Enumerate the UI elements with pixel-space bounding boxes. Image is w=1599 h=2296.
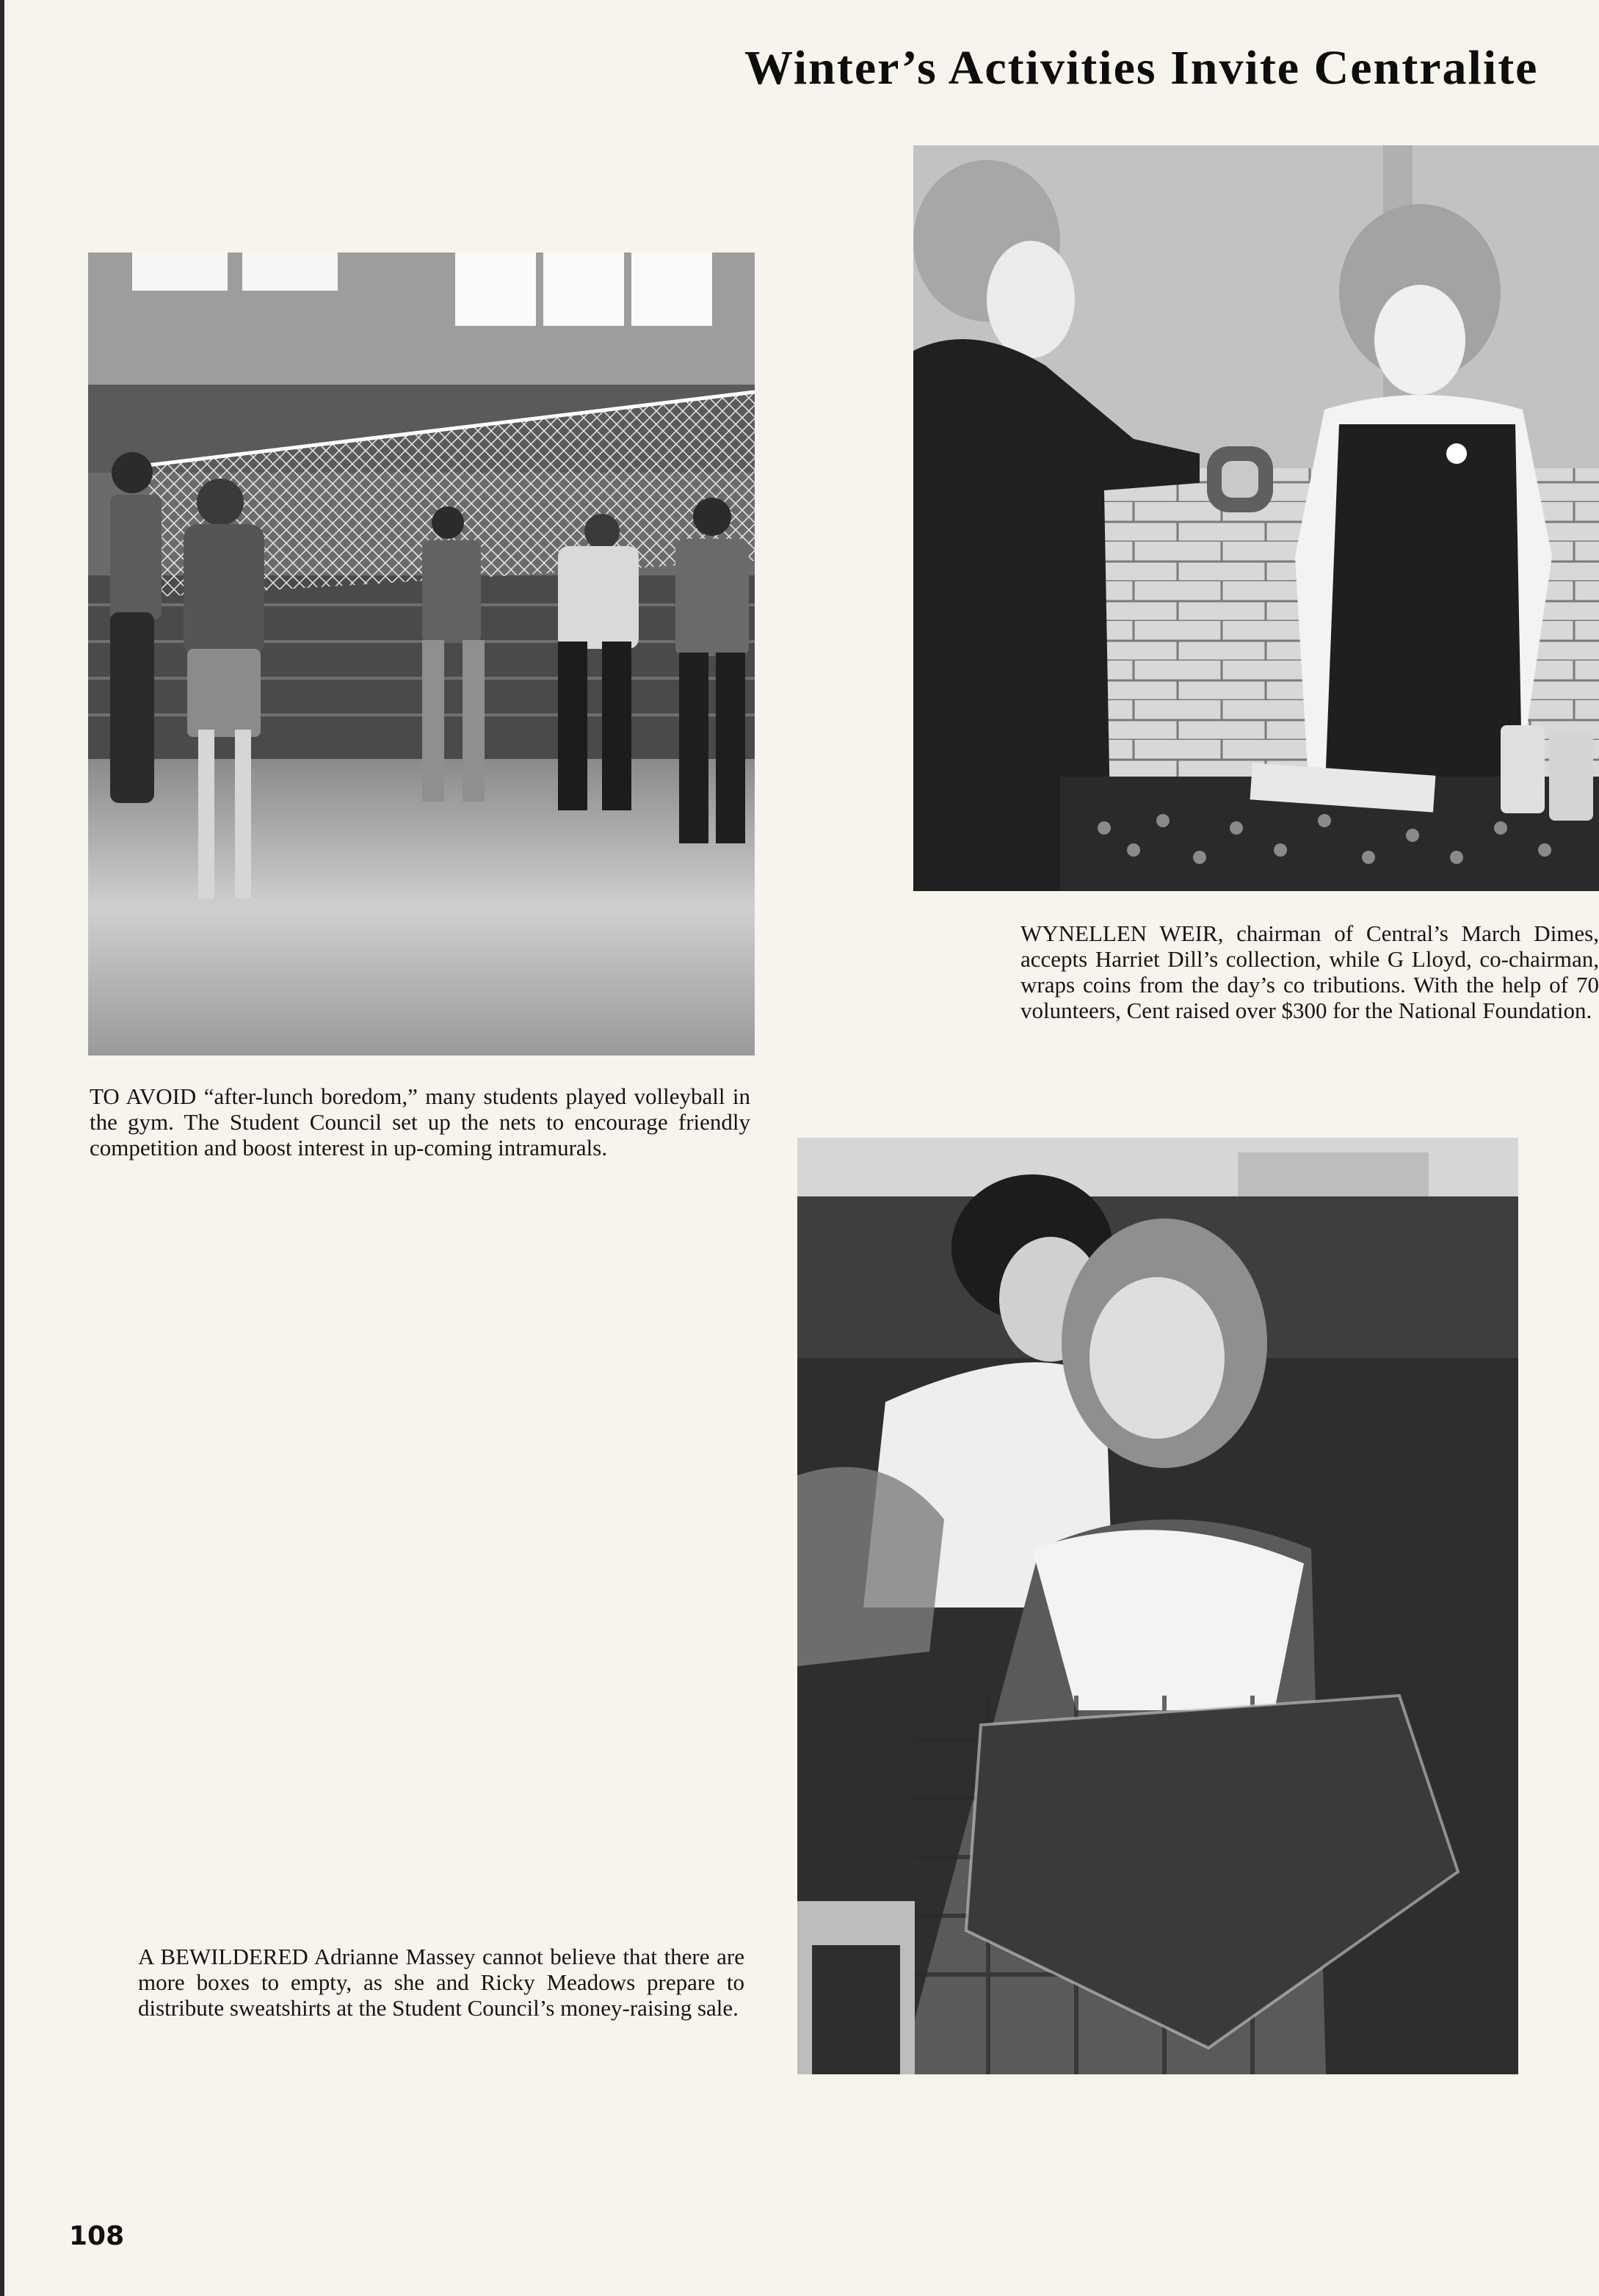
march-of-dimes-caption: [1020, 920, 1599, 1023]
sweatshirt-sale-caption-text: Adrianne Massey cannot believe that there are more boxes to empty, as she and Ricky Meadows prepare to distribute sweatshirts at the Student Council’s money-raising sale.: [138, 1944, 744, 2021]
volleyball-gym-photo: [88, 253, 755, 1056]
volleyball-caption-text: “after-lunch boredom,” many students played volleyball in the gym. The Student Council set up the nets to encourage friendly competition and boost interest in up-coming intramurals.: [90, 1083, 750, 1160]
march-of-dimes-caption-lead: WYNELLEN WEIR,: [1020, 920, 1224, 946]
sweatshirt-sale-photo: [797, 1138, 1518, 2074]
page-title: Winter’s Activities Invite Centralite: [744, 41, 1539, 95]
page-binding-edge: [0, 0, 4, 2296]
march-of-dimes-photo: [913, 145, 1599, 891]
sweatshirt-sale-caption-lead: A BEWILDERED: [138, 1944, 308, 1969]
march-of-dimes-caption-text: chairman of Central’s March Dimes, accepts Harriet Dill’s collection, while G Lloyd, co-chairman, wraps coins from the day’s co tributions. With the help of 70 volunteers, Cent raised over $300 for the National Foundation.: [1020, 920, 1599, 1023]
volleyball-caption: [90, 1083, 750, 1160]
page-number: 108: [69, 2221, 125, 2251]
sweatshirt-sale-caption: [138, 1944, 744, 2021]
volleyball-caption-lead: TO AVOID: [90, 1083, 197, 1109]
